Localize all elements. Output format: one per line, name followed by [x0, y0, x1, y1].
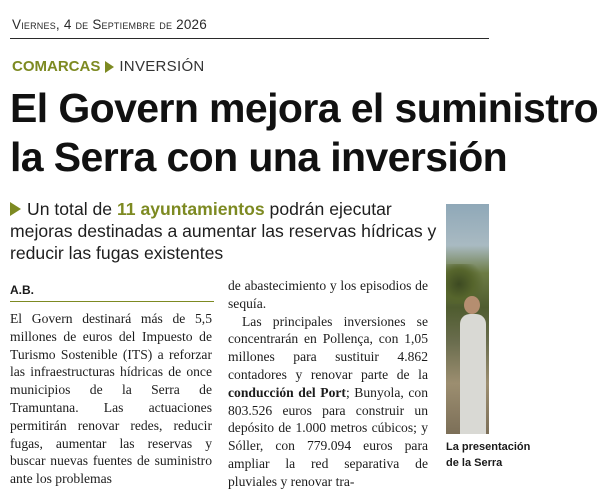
standfirst-before: Un total de	[27, 199, 117, 219]
article-photo	[446, 204, 489, 434]
standfirst-arrow-icon	[10, 202, 21, 216]
headline-line-1: El Govern mejora el suministro	[10, 85, 598, 131]
headline-line-2: la Serra con una inversión	[10, 134, 508, 180]
standfirst-after: podrán ejecutar mejoras destinadas a aumentar las reservas hídricas y reducir las fugas existentes	[10, 199, 437, 263]
body-paragraph-2-bold: conducción del Port	[228, 384, 346, 400]
header-rule	[10, 38, 489, 39]
caption-line-1: La presentación	[446, 441, 531, 453]
body-column-middle	[228, 277, 428, 491]
caption-line-2: de la Serra	[446, 457, 503, 469]
body-paragraph-1-continued: de abastecimiento y los episodios de sequía.	[228, 278, 428, 311]
body-paragraph-2-a: Las principales inversiones se concentrarán en Pollença, con 1,05 millones para sustituir 4.862 contadores y renovar parte de la	[228, 313, 428, 382]
photo-person	[460, 314, 486, 434]
photo-caption	[446, 439, 531, 471]
body-paragraph-2	[228, 313, 428, 491]
dateline: Viernes, 4 de Septiembre de 2026	[12, 17, 207, 32]
photo-person-head	[464, 296, 480, 314]
body-paragraph-1: El Govern destinará más de 5,5 millones de euros del Impuesto de Turismo Sostenible (ITS) a reforzar las infraestructuras hídricas de once municipios de la Serra de Tramuntana. Las actuaciones permitirán renovar redes, reducir fugas, aumentar las reservas y buscar nuevas fuentes de suministro ante los problemas	[10, 311, 212, 487]
headline	[10, 84, 598, 182]
body-column-left	[10, 310, 212, 488]
byline: A.B.	[10, 283, 34, 297]
body-paragraph-2-b: ; Bunyola, con 803.526 euros para construir un depósito de 1.000 metros cúbicos; y Sóller, con 779.094 euros para ampliar la red separativa de pluviales y renovar tra-	[228, 384, 428, 489]
standfirst-highlight: 11 ayuntamientos	[116, 199, 265, 219]
section-arrow-icon	[105, 61, 114, 73]
section-label	[12, 58, 205, 75]
section-main: COMARCAS	[12, 58, 101, 75]
byline-rule	[10, 301, 214, 302]
section-sub: INVERSIÓN	[119, 58, 205, 75]
standfirst	[10, 198, 440, 264]
